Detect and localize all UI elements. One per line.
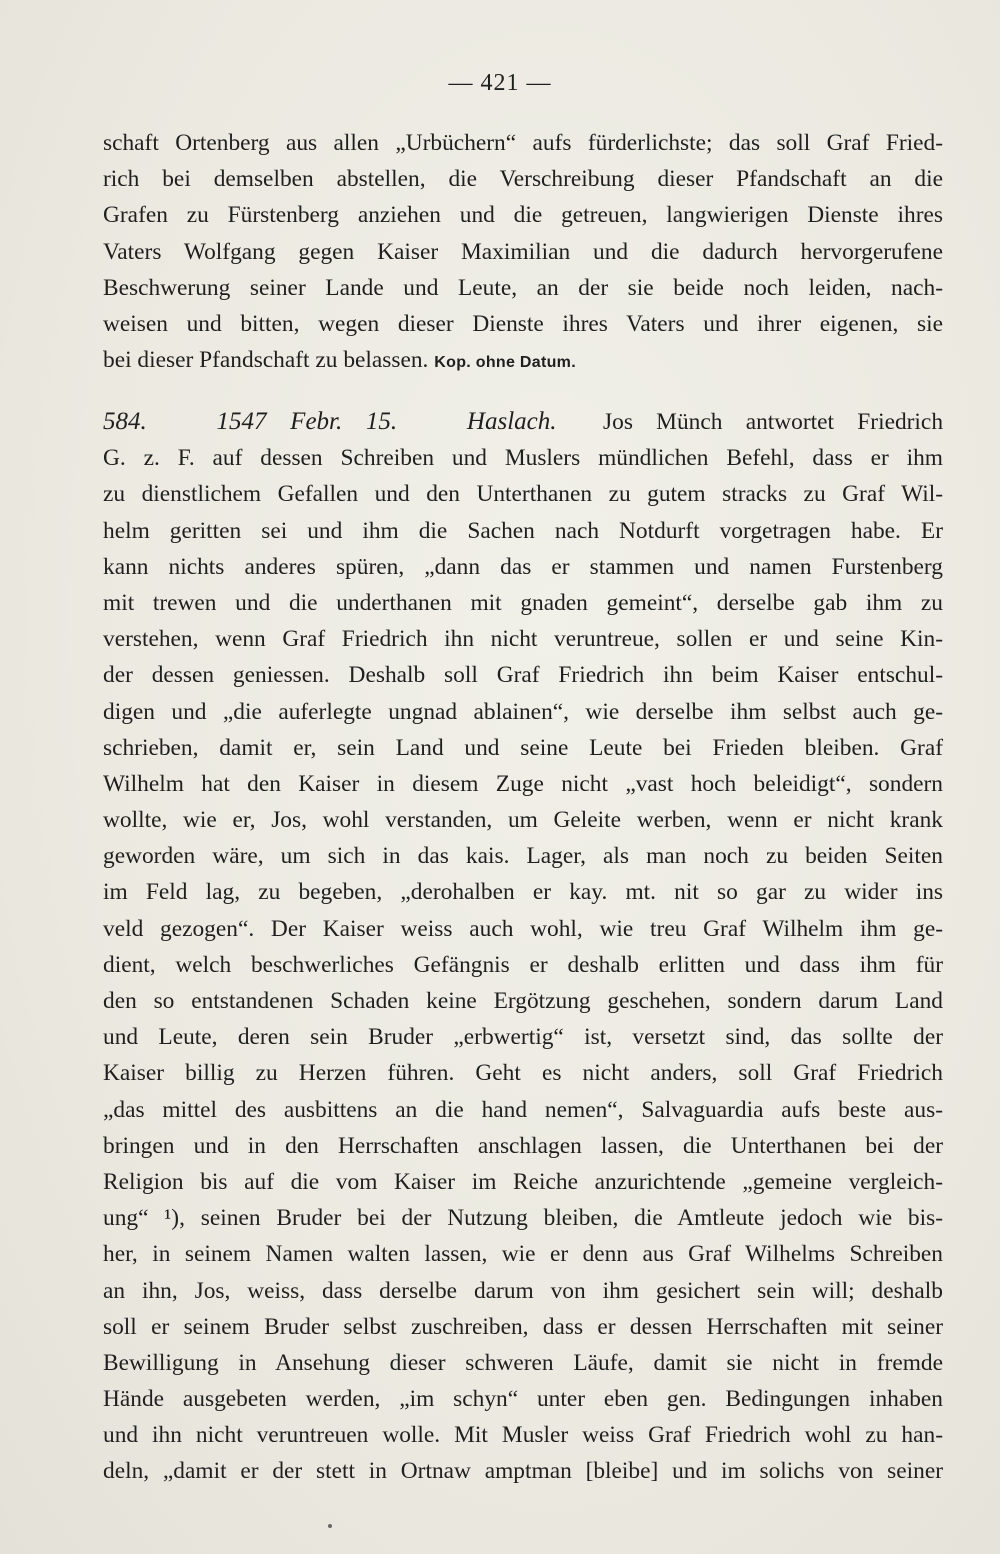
text-line: ung“ ¹), seinen Bruder bei der Nutzung bleiben, die Amtleute jedoch wie bis- [103, 1205, 943, 1232]
text-line: G. z. F. auf dessen Schreiben und Muslers mündlichen Befehl, dass er ihm [103, 445, 943, 472]
text-line: und Leute, deren sein Bruder „erbwertig“ ist, versetzt sind, das sollte der [103, 1024, 943, 1051]
entry-584 [103, 404, 943, 1490]
text-line: Hände ausgebeten werden, „im schyn“ unter eben gen. Bedingungen inhaben [103, 1386, 943, 1413]
text-line: Vaters Wolfgang gegen Kaiser Maximilian und die dadurch hervorgerufene [103, 238, 943, 265]
text-line: rich bei demselben abstellen, die Verschreibung dieser Pfandschaft an die [103, 166, 943, 193]
text-line: der dessen geniessen. Deshalb soll Graf Friedrich ihn beim Kaiser entschul- [103, 662, 943, 689]
text-line: dient, welch beschwerliches Gefängnis er deshalb erlitten und dass ihm für [103, 951, 943, 978]
entry-heading-line [103, 404, 943, 440]
text-line: und ihn nicht veruntreuen wolle. Mit Musler weiss Graf Friedrich wohl zu han- [103, 1422, 943, 1449]
text-line: zu dienstlichem Gefallen und den Unterthanen zu gutem stracks zu Graf Wil- [103, 481, 943, 508]
text-line: im Feld lag, zu begeben, „derohalben er kay. mt. nit so gar zu wider ins [103, 879, 943, 906]
text-line: Bewilligung in Ansehung dieser schweren Läufe, damit sie nicht in fremde [103, 1349, 943, 1376]
text-line: den so entstandenen Schaden keine Ergötzung geschehen, sondern darum Land [103, 988, 943, 1014]
text-line: Religion bis auf die vom Kaiser im Reiche anzurichtende „gemeine vergleich- [103, 1168, 943, 1195]
text-line: digen und „die auferlegte ungnad ablainen“, wie derselbe ihm selbst auch ge- [103, 698, 943, 725]
text-line: veld gezogen“. Der Kaiser weiss auch wohl, wie treu Graf Wilhelm ihm ge- [103, 915, 943, 942]
text-line: „das mittel des ausbittens an die hand nemen“, Salvaguardia aufs beste aus- [103, 1096, 943, 1123]
entry-first-line-text: Jos Münch antwortet Friedrich [603, 409, 944, 435]
text-line: schrieben, damit er, sein Land und seine Leute bei Frieden bleiben. Graf [103, 734, 943, 761]
text-line: helm geritten sei und ihm die Sachen nach Notdurft vorgetragen habe. Er [103, 517, 943, 544]
page-number: — 421 — [448, 70, 552, 96]
text-line: Wilhelm hat den Kaiser in diesem Zuge nicht „vast hoch beleidigt“, sondern [103, 770, 943, 797]
text-line: wollte, wie er, Jos, wohl verstanden, um Geleite werben, wenn er nicht krank [103, 807, 943, 834]
text-line: Kaiser billig zu Herzen führen. Geht es nicht anders, soll Graf Friedrich [103, 1060, 943, 1087]
text-line: bringen und in den Herrschaften anschlagen lassen, die Unterthanen bei der [103, 1132, 943, 1159]
text-line: geworden wäre, um sich in das kais. Lager, als man noch zu beiden Seiten [103, 843, 943, 870]
entry-number: 584. [103, 408, 147, 435]
text-line: deln, „damit er der stett in Ortnaw amptman [bleibe] und im solichs von seiner [103, 1458, 943, 1485]
text-line: schaft Ortenberg aus allen „Urbüchern“ aufs fürderlichste; das soll Graf Fried- [103, 130, 943, 156]
ink-speck [328, 1524, 332, 1528]
text-line: Beschwerung seiner Lande und Leute, an der sie beide noch leiden, nach- [103, 274, 943, 301]
text-line: kann nichts anderes spüren, „dann das er stammen und namen Furstenberg [103, 553, 943, 580]
text-line-content: bei dieser Pfandschaft zu belassen. [103, 347, 429, 374]
source-note: Kop. ohne Datum. [434, 354, 576, 372]
previous-entry-tail [103, 125, 943, 378]
entry-place: Haslach. [466, 408, 557, 435]
text-line: weisen und bitten, wegen dieser Dienste ihres Vaters und ihrer eigenen, sie [103, 310, 943, 337]
entry-date: 1547 Febr. 15. [216, 408, 398, 435]
text-line: soll er seinem Bruder selbst zuschreiben, dass er dessen Herrschaften mit seiner [103, 1313, 943, 1340]
text-line: mit trewen und die underthanen mit gnaden gemeint“, derselbe gab ihm zu [103, 589, 943, 616]
text-line: verstehen, wenn Graf Friedrich ihn nicht veruntreue, sollen er und seine Kin- [103, 626, 943, 653]
text-line [103, 342, 943, 378]
text-line: Grafen zu Fürstenberg anziehen und die getreuen, langwierigen Dienste ihres [103, 202, 943, 229]
text-line: an ihn, Jos, weiss, dass derselbe darum von ihm gesichert sein will; deshalb [103, 1277, 943, 1304]
text-line: her, in seinem Namen walten lassen, wie er denn aus Graf Wilhelms Schreiben [103, 1241, 943, 1268]
